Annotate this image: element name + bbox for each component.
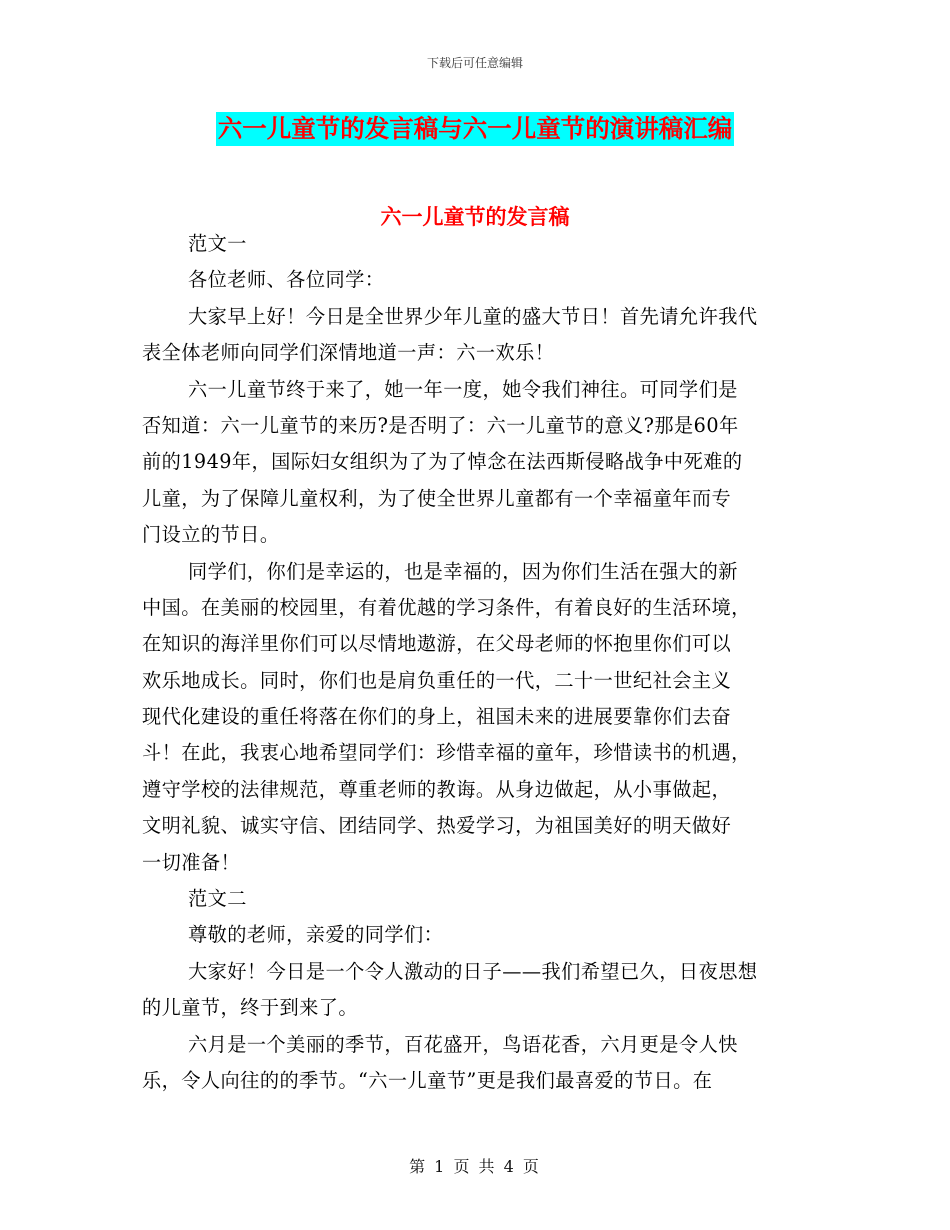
text-line: 欢乐地成长。同时，你们也是肩负重任的一代，二十一世纪社会主义 [142, 668, 732, 692]
text-line: 大家早上好！今日是全世界少年儿童的盛大节日！首先请允许我代 [188, 304, 758, 328]
text-line: 六一儿童节终于来了，她一年一度，她令我们神往。可同学们是 [188, 377, 738, 401]
text-line: 斗！在此，我衷心地希望同学们：珍惜幸福的童年，珍惜读书的机遇， [142, 741, 751, 765]
text-line: 一切准备！ [142, 850, 241, 874]
main-title-container [0, 112, 950, 146]
text-line: 门设立的节日。 [142, 523, 280, 547]
section-title: 六一儿童节的发言稿 [380, 205, 570, 229]
body-text [142, 226, 810, 1099]
text-line: 尊敬的老师，亲爱的同学们： [188, 923, 444, 947]
text-line: 遵守学校的法律规范，尊重老师的教诲。从身边做起，从小事做起， [142, 777, 732, 801]
text-line: 乐，令人向往的的季节。“六一儿童节”更是我们最喜爱的节日。在 [142, 1068, 713, 1092]
text-line: 范文一 [188, 232, 247, 255]
header-note: 下载后可任意编辑 [426, 56, 523, 70]
text-line: 现代化建设的重任将落在你们的身上，祖国未来的进展要靠你们去奋 [142, 705, 732, 729]
text-line: 同学们，你们是幸运的，也是幸福的，因为你们生活在强大的新 [188, 559, 738, 583]
text-line: 中国。在美丽的校园里，有着优越的学习条件，有着良好的生活环境， [142, 595, 751, 619]
text-line: 儿童，为了保障儿童权利，为了使全世界儿童都有一个幸福童年而专 [142, 486, 732, 510]
text-line: 在知识的海洋里你们可以尽情地遨游，在父母老师的怀抱里你们可以 [142, 632, 732, 656]
text-line: 大家好！今日是一个令人激动的日子——我们希望已久，日夜思想 [188, 959, 758, 983]
main-title: 六一儿童节的发言稿与六一儿童节的演讲稿汇编 [216, 112, 735, 146]
text-line: 表全体老师向同学们深情地道一声：六一欢乐！ [142, 341, 555, 365]
text-line: 的儿童节，终于到来了。 [142, 996, 359, 1020]
page-footer: 第 1 页 共 4 页 [409, 1157, 541, 1176]
text-line: 六月是一个美丽的季节，百花盛开，鸟语花香，六月更是令人快 [188, 1032, 738, 1056]
text-line: 范文二 [188, 887, 247, 911]
text-line: 文明礼貌、诚实守信、团结同学、热爱学习，为祖国美好的明天做好 [142, 814, 732, 838]
text-line: 前的1949年，国际妇女组织为了为了悼念在法西斯侵略战争中死难的 [142, 450, 743, 474]
text-line: 否知道：六一儿童节的来历?是否明了：六一儿童节的意义?那是60年 [142, 413, 739, 437]
text-line: 各位老师、各位同学： [188, 268, 385, 292]
